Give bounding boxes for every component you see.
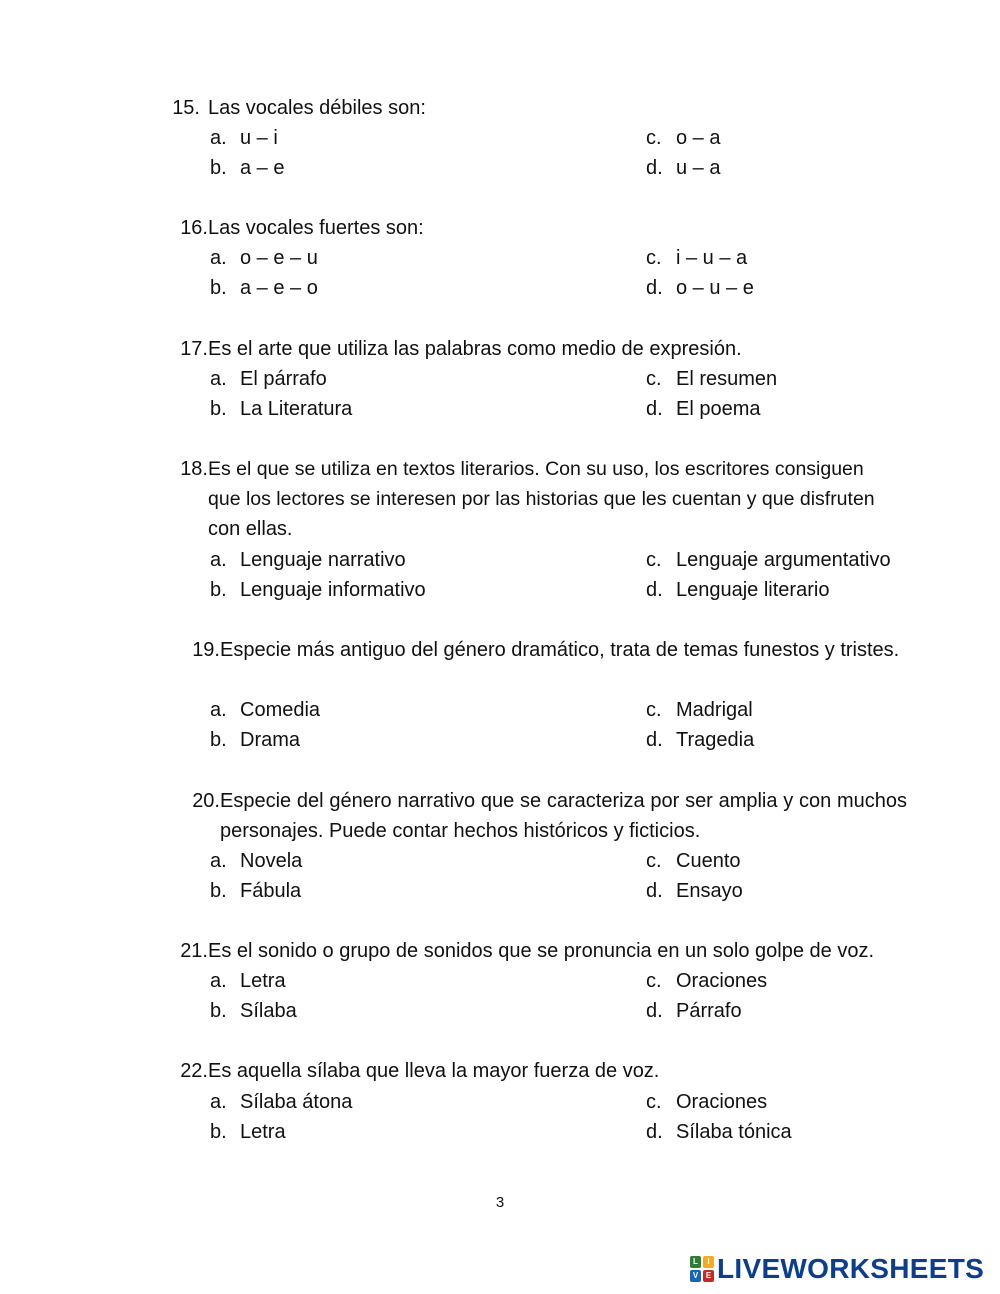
logo-mark-cell: I xyxy=(703,1256,714,1268)
option-a[interactable]: a. Letra xyxy=(210,970,286,992)
option-b[interactable]: b. Fábula xyxy=(210,880,302,902)
option-d[interactable]: d. Tragedia xyxy=(646,729,755,751)
option-b[interactable]: b. Sílaba xyxy=(210,1000,297,1022)
option-c[interactable]: c. o – a xyxy=(646,127,721,149)
option-c[interactable]: c. Oraciones xyxy=(646,1091,768,1113)
question-text: Las vocales fuertes son: xyxy=(208,217,424,239)
option-c[interactable]: c. Madrigal xyxy=(646,699,753,721)
option-c[interactable]: c. i – u – a xyxy=(646,247,748,269)
logo-mark-cell: V xyxy=(690,1270,701,1282)
option-d[interactable]: d. Sílaba tónica xyxy=(646,1121,792,1143)
question-number: 19. xyxy=(192,639,220,661)
question-text-line-2: que los lectores se interesen por las historias que les cuentan y que disfruten xyxy=(208,488,875,510)
option-a[interactable]: a. Novela xyxy=(210,850,303,872)
logo-mark-cell: E xyxy=(703,1270,714,1282)
question-text-line-3: con ellas. xyxy=(208,518,293,540)
question-text: Especie más antiguo del género dramático, trata de temas funestos y tristes. xyxy=(220,639,900,661)
question-text: Es el sonido o grupo de sonidos que se pronuncia en un solo golpe de voz. xyxy=(208,940,875,962)
option-c[interactable]: c. El resumen xyxy=(646,368,778,390)
option-d[interactable]: d. Lenguaje literario xyxy=(646,579,830,601)
question-text: Las vocales débiles son: xyxy=(208,97,426,119)
option-c[interactable]: c. Lenguaje argumentativo xyxy=(646,549,891,571)
option-d[interactable]: d. Ensayo xyxy=(646,880,743,902)
option-b[interactable]: b. Drama xyxy=(210,729,301,751)
option-a[interactable]: a. u – i xyxy=(210,127,278,149)
option-b[interactable]: b. a – e – o xyxy=(210,277,318,299)
brand-name: LIVEWORKSHEETS xyxy=(717,1253,985,1284)
liveworksheets-logo xyxy=(690,1252,984,1286)
option-c[interactable]: c. Cuento xyxy=(646,850,741,872)
option-a[interactable]: a. Sílaba átona xyxy=(210,1091,353,1113)
question-number: 22. xyxy=(180,1060,208,1082)
option-b[interactable]: b. La Literatura xyxy=(210,398,353,420)
option-c[interactable]: c. Oraciones xyxy=(646,970,768,992)
question-text: Es el arte que utiliza las palabras como medio de expresión. xyxy=(208,338,742,360)
option-d[interactable]: d. u – a xyxy=(646,157,721,179)
question-text: Especie del género narrativo que se caracteriza por ser amplia y con muchos personajes. Puede contar hechos históricos y ficticios. xyxy=(220,790,907,842)
question-number: 21. xyxy=(180,940,208,962)
option-a[interactable]: a. Lenguaje narrativo xyxy=(210,549,406,571)
option-d[interactable]: d. o – u – e xyxy=(646,277,754,299)
liveworksheets-mark-icon xyxy=(690,1256,714,1282)
question-number: 15. xyxy=(172,97,200,119)
option-b[interactable]: b. a – e xyxy=(210,157,285,179)
option-b[interactable]: b. Letra xyxy=(210,1121,286,1143)
question-text-line-1: Es el que se utiliza en textos literarios. Con su uso, los escritores consiguen xyxy=(208,458,864,480)
question-text: Es aquella sílaba que lleva la mayor fuerza de voz. xyxy=(208,1060,660,1082)
question-number: 16. xyxy=(180,217,208,239)
logo-mark-cell: L xyxy=(690,1256,701,1268)
option-d[interactable]: d. El poema xyxy=(646,398,761,420)
question-number: 18. xyxy=(180,458,208,480)
question-number: 17. xyxy=(180,338,208,360)
option-a[interactable]: a. El párrafo xyxy=(210,368,327,390)
question-number: 20. xyxy=(192,790,220,812)
option-d[interactable]: d. Párrafo xyxy=(646,1000,742,1022)
option-a[interactable]: a. o – e – u xyxy=(210,247,318,269)
option-b[interactable]: b. Lenguaje informativo xyxy=(210,579,426,601)
page-number: 3 xyxy=(495,1194,505,1211)
option-a[interactable]: a. Comedia xyxy=(210,699,321,721)
